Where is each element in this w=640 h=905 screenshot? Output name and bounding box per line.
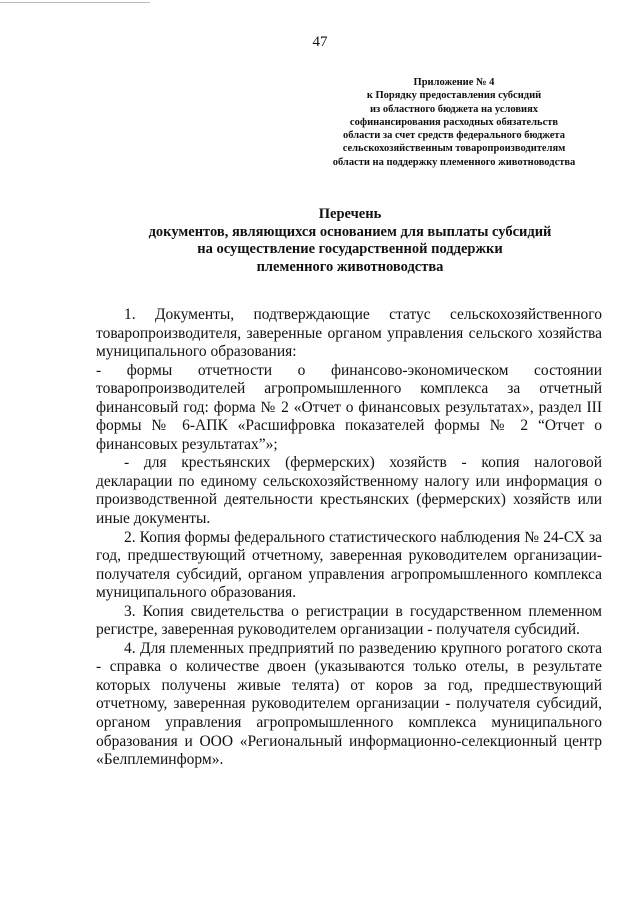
document-body (96, 306, 602, 770)
paragraph-farm-households: - для крестьянских (фермерских) хозяйств - копия налоговой декларации по единому сельскохозяйственному налогу или информация о производственной деятельности крестьянских (фермерских) хозяйств или иные документы. (96, 454, 602, 528)
appendix-line: софинансирования расходных обязательств (349, 116, 559, 128)
paragraph-item-3: 3. Копия свидетельства о регистрации в государственном племенном регистре, заверенная руководителем организации - получателя субсидий. (96, 602, 602, 639)
appendix-line: Приложение № 4 (413, 77, 495, 88)
appendix-line: к Порядку предоставления субсидий (366, 90, 542, 102)
appendix-line: из областного бюджета на условиях (369, 103, 539, 115)
scan-edge-line (0, 2, 150, 3)
appendix-line: области на поддержку племенного животноводства (332, 156, 576, 168)
title-line: документов, являющихся основанием для выплаты субсидий (148, 223, 552, 240)
title-line: Перечень (318, 206, 382, 222)
title-line: на осуществление государственной поддержки (197, 241, 503, 257)
paragraph-reporting-forms: - формы отчетности о финансово-экономическом состоянии товаропроизводителей агропромышленного комплекса за отчетный финансовый год: форма № 2 «Отчет о финансовых результатах», раздел III формы № 6-АПК «Расшифровка показателей формы № 2 “Отчет о финансовых результатах”»; (96, 361, 602, 453)
appendix-line: сельскохозяйственным товаропроизводителям (342, 143, 566, 155)
appendix-line: области за счет средств федерального бюджета (343, 130, 565, 142)
title-line: племенного животноводства (256, 258, 444, 275)
document-title (0, 206, 640, 276)
appendix-header (304, 76, 604, 169)
paragraph-item-4: 4. Для племенных предприятий по разведению крупного рогатого скота - справка о количестве двоен (указываются только отелы, в результате которых получены живые телята) от коров за год, предшествующий отчетному, заверенная руководителем организации - получателя субсидий, органом управления агропромышленного комплекса муниципального образования и ООО «Региональный информационно-селекционный центр «Белплеминформ». (96, 639, 602, 769)
page-number: 47 (312, 34, 328, 50)
paragraph-item-1: 1. Документы, подтверждающие статус сельскохозяйственного товаропроизводителя, заверенные органом управления сельского хозяйства муниципального образования: (96, 306, 602, 361)
paragraph-item-2: 2. Копия формы федерального статистического наблюдения № 24-СХ за год, предшествующий отчетному, заверенная руководителем организации-получателя субсидий, органом управления агропромышленного комплекса муниципального образования. (96, 528, 602, 602)
